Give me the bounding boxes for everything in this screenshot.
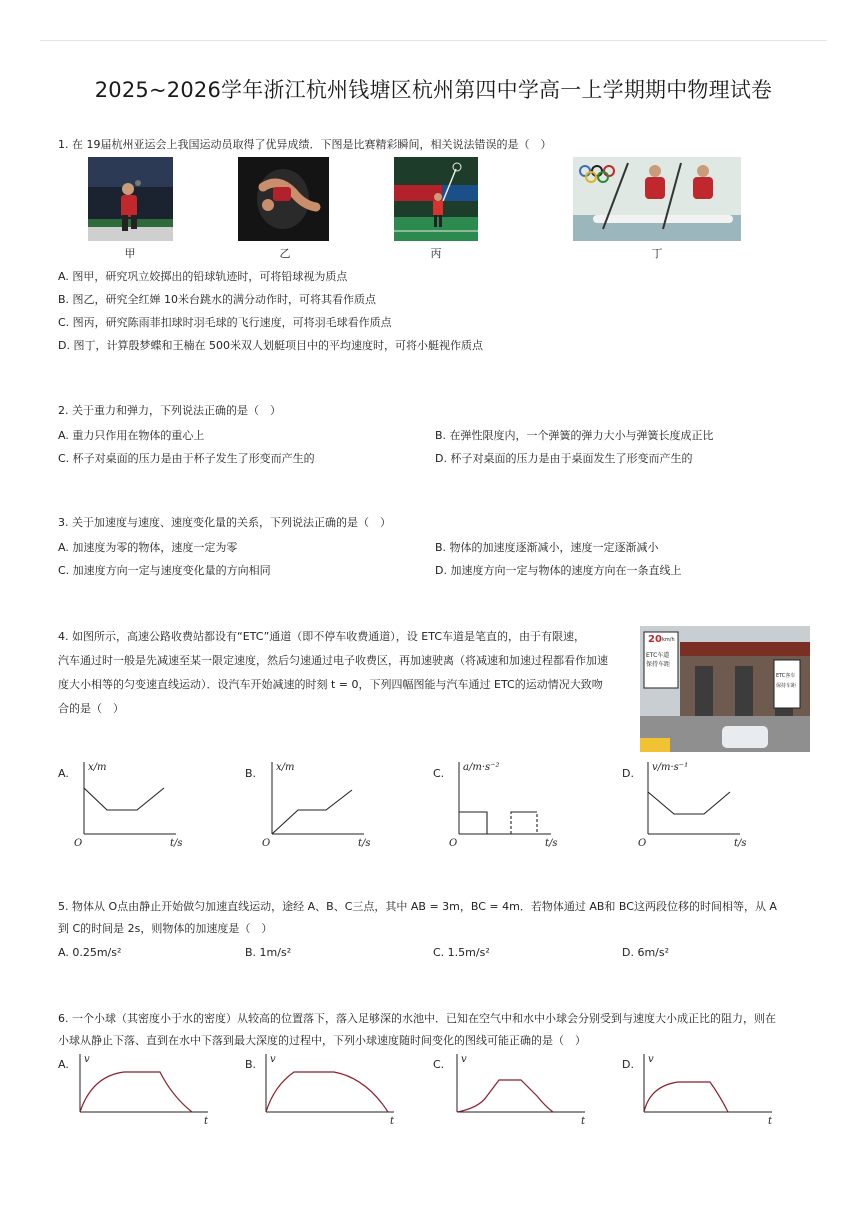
q4-stem-line2: 汽车通过时一般是先减速至某一限定速度，然后匀速通过电子收费区，再加速驶离（将减速和加速过程都看作加速 bbox=[58, 654, 608, 667]
svg-text:t/s: t/s bbox=[358, 838, 371, 849]
q5-option-a[interactable]: A. 0.25m/s² bbox=[58, 946, 122, 959]
x-label: t/s bbox=[170, 838, 183, 849]
q1-photo-badminton bbox=[394, 157, 478, 241]
svg-text:t: t bbox=[581, 1116, 586, 1127]
q6-graph-a bbox=[72, 1052, 212, 1127]
q3-option-b[interactable]: B. 物体的加速度逐渐减小，速度一定逐渐减小 bbox=[435, 541, 659, 554]
q6-option-d[interactable]: D. bbox=[622, 1058, 634, 1071]
q3-option-a[interactable]: A. 加速度为零的物体，速度一定为零 bbox=[58, 541, 238, 554]
y-label: x/m bbox=[88, 762, 107, 773]
q4-stem-line1: 4. 如图所示，高速公路收费站都设有“ETC”通道（即不停车收费通道），设 ETC车道是笔直的，由于有限速， bbox=[58, 630, 585, 643]
q4-option-c[interactable]: C. bbox=[433, 767, 445, 780]
svg-text:v: v bbox=[84, 1054, 90, 1065]
svg-text:O: O bbox=[262, 838, 271, 849]
etc-sign-text-lane: ETC车道 bbox=[646, 652, 670, 659]
q4-graph-b bbox=[262, 760, 372, 849]
svg-text:t: t bbox=[390, 1116, 395, 1127]
etc-sign-text-bus: ETC客车 bbox=[776, 673, 796, 679]
q1-caption-ding: 丁 bbox=[651, 247, 663, 260]
q2-option-b[interactable]: B. 在弹性限度内，一个弹簧的弹力大小与弹簧长度成正比 bbox=[435, 429, 714, 442]
q1-option-d[interactable]: D. 图丁，计算殷梦蝶和王楠在 500米双人划艇项目中的平均速度时，可将小艇视作质点 bbox=[58, 339, 483, 352]
svg-text:v: v bbox=[270, 1054, 276, 1065]
q2-option-d[interactable]: D. 杯子对桌面的压力是由于桌面发生了形变而产生的 bbox=[435, 452, 693, 465]
svg-text:v: v bbox=[461, 1054, 467, 1065]
q4-option-a[interactable]: A. bbox=[58, 767, 69, 780]
q4-stem-line4: 合的是（ ） bbox=[58, 702, 124, 715]
graph-line bbox=[84, 788, 164, 810]
etc-sign-speed-unit: km/h bbox=[662, 637, 675, 643]
q6-stem-line2: 小球从静止下落、直到在水中下落到最大深度的过程中，下列小球速度随时间变化的图线可能正确的是（ ） bbox=[58, 1034, 586, 1047]
q3-stem: 3. 关于加速度与速度、速度变化量的关系，下列说法正确的是（ ） bbox=[58, 516, 391, 529]
header-rule bbox=[40, 40, 827, 41]
q2-option-c[interactable]: C. 杯子对桌面的压力是由于杯子发生了形变而产生的 bbox=[58, 452, 315, 465]
svg-text:O: O bbox=[449, 838, 458, 849]
q3-option-c[interactable]: C. 加速度方向一定与速度变化量的方向相同 bbox=[58, 564, 271, 577]
svg-text:a/m·s⁻²: a/m·s⁻² bbox=[463, 762, 500, 773]
q4-option-d[interactable]: D. bbox=[622, 767, 634, 780]
q1-photo-diving bbox=[238, 157, 329, 241]
q5-option-b[interactable]: B. 1m/s² bbox=[245, 946, 292, 959]
svg-text:t/s: t/s bbox=[545, 838, 558, 849]
q6-option-b[interactable]: B. bbox=[245, 1058, 257, 1071]
q1-option-b[interactable]: B. 图乙，研究全红婵 10米台跳水的满分动作时，可将其看作质点 bbox=[58, 293, 377, 306]
q4-stem-line3: 度大小相等的匀变速直线运动）．设汽车开始减速的时刻 t = 0，下列四幅图能与汽车通过 ETC的运动情况大致吻 bbox=[58, 678, 603, 691]
svg-text:t: t bbox=[204, 1116, 209, 1127]
svg-text:v/m·s⁻¹: v/m·s⁻¹ bbox=[652, 762, 689, 773]
etc-sign-speed: 20 bbox=[648, 634, 662, 645]
q5-option-c[interactable]: C. 1.5m/s² bbox=[433, 946, 490, 959]
page-title: 2025~2026学年浙江杭州钱塘区杭州第四中学高一上学期期中物理试卷 bbox=[94, 78, 773, 102]
q6-graph-b bbox=[258, 1052, 398, 1127]
svg-text:t: t bbox=[768, 1116, 773, 1127]
q4-graph-a bbox=[74, 760, 184, 849]
q4-graph-c bbox=[449, 760, 559, 849]
origin-label: O bbox=[74, 838, 83, 849]
q1-photo-shotput bbox=[88, 157, 173, 241]
q1-caption-bing: 丙 bbox=[430, 247, 442, 260]
q6-option-c[interactable]: C. bbox=[433, 1058, 445, 1071]
q1-option-c[interactable]: C. 图丙，研究陈雨菲扣球时羽毛球的飞行速度，可将羽毛球看作质点 bbox=[58, 316, 392, 329]
q4-graph-d bbox=[638, 760, 748, 849]
q2-stem: 2. 关于重力和弹力，下列说法正确的是（ ） bbox=[58, 404, 281, 417]
q1-caption-yi: 乙 bbox=[279, 247, 291, 260]
q2-option-a[interactable]: A. 重力只作用在物体的重心上 bbox=[58, 429, 205, 442]
q6-option-a[interactable]: A. bbox=[58, 1058, 69, 1071]
svg-text:v: v bbox=[648, 1054, 654, 1065]
svg-text:t/s: t/s bbox=[734, 838, 747, 849]
svg-text:x/m: x/m bbox=[276, 762, 295, 773]
q1-photo-canoe bbox=[573, 157, 741, 241]
etc-sign-text-distance: 保持车距 bbox=[646, 661, 671, 668]
q1-stem: 1. 在 19届杭州亚运会上我国运动员取得了优异成绩．下图是比赛精彩瞬间，相关说法错误的是（ ） bbox=[58, 138, 552, 151]
q1-option-a[interactable]: A. 图甲，研究巩立姣掷出的铅球轨迹时，可将铅球视为质点 bbox=[58, 270, 348, 283]
etc-sign-text-distance-2: 保持车距 bbox=[776, 683, 797, 689]
q4-photo-etc-toll bbox=[640, 626, 810, 752]
q4-option-b[interactable]: B. bbox=[245, 767, 257, 780]
q3-option-d[interactable]: D. 加速度方向一定与物体的速度方向在一条直线上 bbox=[435, 564, 682, 577]
svg-text:O: O bbox=[638, 838, 647, 849]
q6-graph-d bbox=[636, 1052, 776, 1127]
q6-graph-c bbox=[449, 1052, 589, 1127]
q5-stem-line2: 到 C的时间是 2s，则物体的加速度是（ ） bbox=[58, 922, 273, 935]
q1-caption-jia: 甲 bbox=[124, 247, 136, 260]
q5-stem-line1: 5. 物体从 O点由静止开始做匀加速直线运动，途经 A、B、C三点，其中 AB = 3m，BC = 4m．若物体通过 AB和 BC这两段位移的时间相等，从 A bbox=[58, 900, 777, 913]
q6-stem-line1: 6. 一个小球（其密度小于水的密度）从较高的位置落下，落入足够深的水池中．已知在空气中和水中小球会分别受到与速度大小成正比的阻力，则在 bbox=[58, 1012, 776, 1025]
q5-option-d[interactable]: D. 6m/s² bbox=[622, 946, 670, 959]
